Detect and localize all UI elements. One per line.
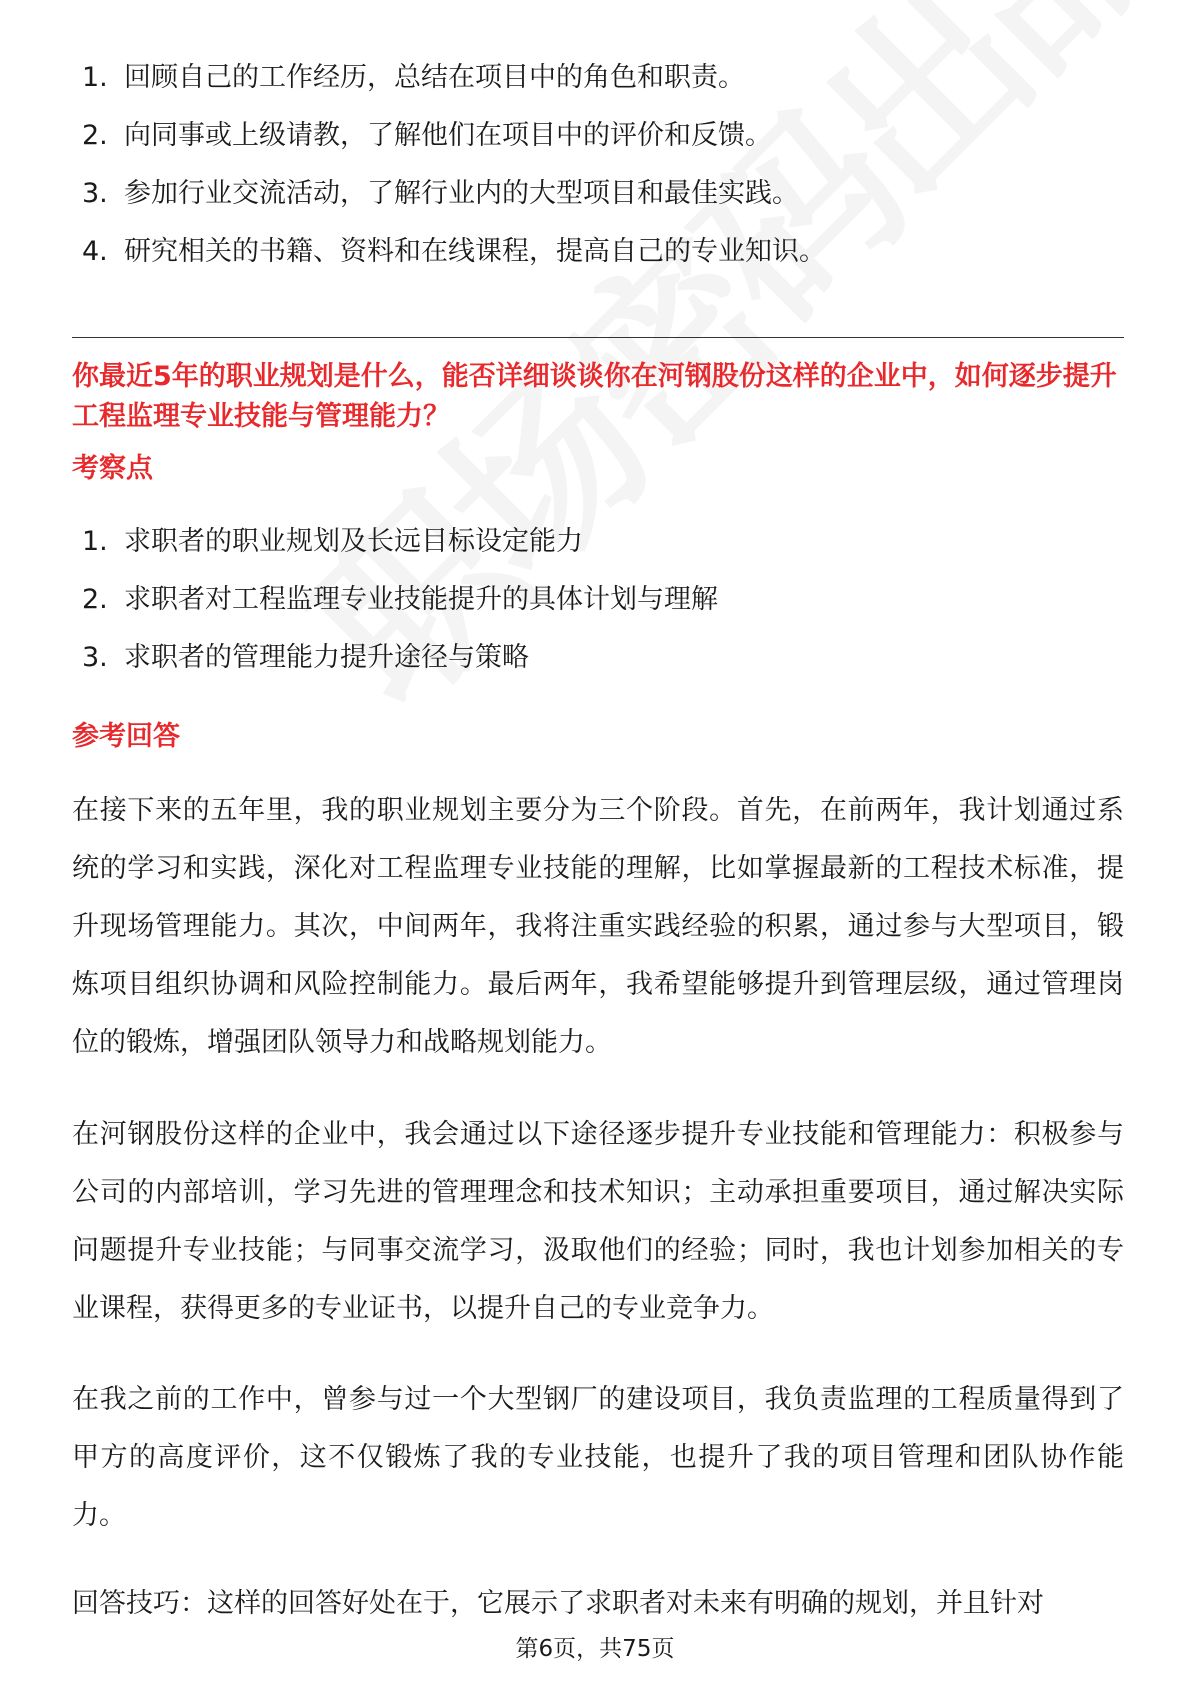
question-heading: 你最近5年的职业规划是什么，能否详细谈谈你在河钢股份这样的企业中，如何逐步提升工程监理专业技能与管理能力？ xyxy=(72,361,1117,432)
list-item: 4. 研究相关的书籍、资料和在线课程，提高自己的专业知识。 xyxy=(82,236,826,267)
answer-paragraph: 在接下来的五年里，我的职业规划主要分为三个阶段。首先，在前两年，我计划通过系统的学习和实践，深化对工程监理专业技能的理解，比如掌握最新的工程技术标准，提升现场管理能力。其次，中间两年，我将注重实践经验的积累，通过参与大型项目，锻炼项目组织协调和风险控制能力。最后两年，我希望能够提升到管理层级，通过管理岗位的锻炼，增强团队领导力和战略规划能力。 xyxy=(72,795,1124,1058)
divider xyxy=(72,337,1124,338)
list-item: 3. 参加行业交流活动，了解行业内的大型项目和最佳实践。 xyxy=(82,178,799,209)
list-item: 2. 向同事或上级请教，了解他们在项目中的评价和反馈。 xyxy=(82,120,772,151)
list-item: 3. 求职者的管理能力提升途径与策略 xyxy=(82,642,529,673)
kaochadian-list xyxy=(82,513,718,687)
list-item: 2. 求职者对工程监理专业技能提升的具体计划与理解 xyxy=(82,584,718,615)
top-list xyxy=(82,49,826,281)
list-item: 1. 回顾自己的工作经历，总结在项目中的角色和职责。 xyxy=(82,62,745,93)
page-number: 第6页，共75页 xyxy=(515,1636,675,1662)
answer-paragraph: 在我之前的工作中，曾参与过一个大型钢厂的建设项目，我负责监理的工程质量得到了甲方的高度评价，这不仅锻炼了我的专业技能，也提升了我的项目管理和团队协作能力。 xyxy=(72,1384,1124,1531)
kaochadian-title: 考察点 xyxy=(72,453,153,484)
answer-tip-paragraph: 回答技巧：这样的回答好处在于，它展示了求职者对未来有明确的规划，并且针对 xyxy=(72,1588,1044,1619)
list-item: 1. 求职者的职业规划及长远目标设定能力 xyxy=(82,526,583,557)
answer-paragraph: 在河钢股份这样的企业中，我会通过以下途径逐步提升专业技能和管理能力：积极参与公司的内部培训，学习先进的管理理念和技术知识；主动承担重要项目，通过解决实际问题提升专业技能；与同事交流学习，汲取他们的经验；同时，我也计划参加相关的专业课程，获得更多的专业证书，以提升自己的专业竞争力。 xyxy=(72,1119,1124,1324)
answer-title: 参考回答 xyxy=(72,721,180,752)
